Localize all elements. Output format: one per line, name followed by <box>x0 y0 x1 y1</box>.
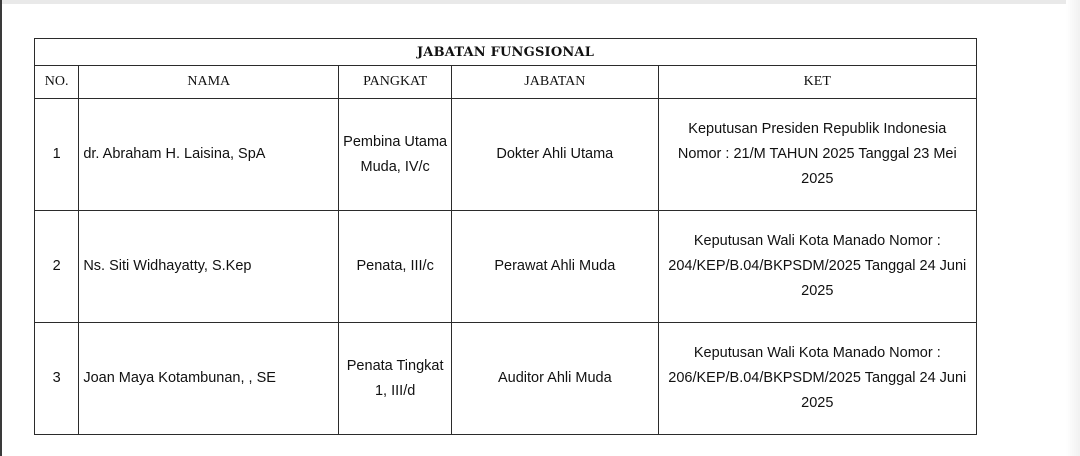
table-row <box>35 99 977 211</box>
title-row <box>35 39 977 66</box>
column-header-nama: NAMA <box>79 66 339 99</box>
column-header-jabatan: JABATAN <box>452 66 659 99</box>
cell-ket: Keputusan Wali Kota Manado Nomor : 206/KEP/B.04/BKPSDM/2025 Tanggal 24 Juni 2025 <box>658 323 976 435</box>
jabatan-fungsional-table <box>34 38 977 435</box>
column-header-pangkat: PANGKAT <box>339 66 452 99</box>
table-row <box>35 323 977 435</box>
top-edge <box>0 0 1080 4</box>
cell-nama: Ns. Siti Widhayatty, S.Kep <box>79 211 339 323</box>
cell-pangkat: Penata Tingkat 1, III/d <box>339 323 452 435</box>
cell-pangkat: Pembina Utama Muda, IV/c <box>339 99 452 211</box>
header-row <box>35 66 977 99</box>
table-row <box>35 211 977 323</box>
cell-nama: Joan Maya Kotambunan, , SE <box>79 323 339 435</box>
cell-no: 3 <box>35 323 79 435</box>
cell-jabatan: Dokter Ahli Utama <box>452 99 659 211</box>
cell-pangkat: Penata, III/c <box>339 211 452 323</box>
cell-nama: dr. Abraham H. Laisina, SpA <box>79 99 339 211</box>
column-header-ket: KET <box>658 66 976 99</box>
cell-no: 1 <box>35 99 79 211</box>
cell-jabatan: Perawat Ahli Muda <box>452 211 659 323</box>
left-edge <box>0 0 2 456</box>
table-title: JABATAN FUNGSIONAL <box>35 39 977 66</box>
cell-ket: Keputusan Wali Kota Manado Nomor : 204/KEP/B.04/BKPSDM/2025 Tanggal 24 Juni 2025 <box>658 211 976 323</box>
cell-no: 2 <box>35 211 79 323</box>
right-edge-shade <box>1066 0 1080 456</box>
cell-jabatan: Auditor Ahli Muda <box>452 323 659 435</box>
cell-ket: Keputusan Presiden Republik Indonesia Nomor : 21/M TAHUN 2025 Tanggal 23 Mei 2025 <box>658 99 976 211</box>
column-header-no: NO. <box>35 66 79 99</box>
